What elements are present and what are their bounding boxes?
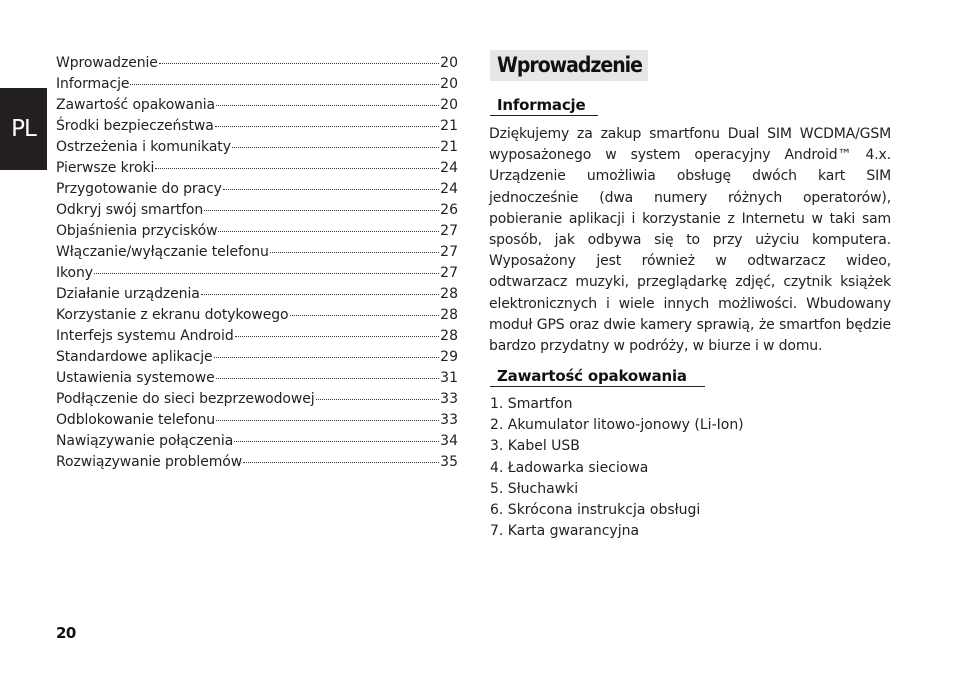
toc-leader-dots: [94, 269, 439, 274]
toc-leader-dots: [201, 290, 439, 295]
toc-leader-dots: [216, 374, 440, 379]
toc-leader-dots: [155, 164, 439, 169]
toc-entry[interactable]: [56, 389, 458, 410]
toc-entry[interactable]: [56, 431, 458, 452]
toc-entry-page: 20: [440, 76, 458, 92]
toc-leader-dots: [215, 122, 439, 127]
toc-entry[interactable]: [56, 53, 458, 74]
toc-entry[interactable]: [56, 179, 458, 200]
toc-entry-title: Włączanie/wyłączanie telefonu: [56, 244, 269, 260]
toc-entry-title: Ostrzeżenia i komunikaty: [56, 139, 231, 155]
toc-entry-page: 28: [440, 286, 458, 302]
toc-entry-page: 20: [440, 97, 458, 113]
toc-entry[interactable]: [56, 263, 458, 284]
toc-entry[interactable]: [56, 410, 458, 431]
toc-entry-title: Standardowe aplikacje: [56, 349, 213, 365]
toc-entry[interactable]: [56, 74, 458, 95]
toc-leader-dots: [290, 311, 440, 316]
toc-leader-dots: [232, 143, 439, 148]
contents-item: 3. Kabel USB: [490, 438, 580, 455]
toc-entry-page: 33: [440, 391, 458, 407]
contents-item: 4. Ładowarka sieciowa: [490, 459, 649, 476]
toc-entry[interactable]: [56, 137, 458, 158]
toc-entry-title: Objaśnienia przycisków: [56, 223, 218, 239]
toc-entry-title: Nawiązywanie połączenia: [56, 433, 234, 449]
language-tab: PL: [0, 88, 47, 170]
toc-entry-title: Interfejs systemu Android: [56, 328, 234, 344]
toc-entry-page: 33: [440, 412, 458, 428]
toc-leader-dots: [235, 332, 440, 337]
toc-leader-dots: [204, 206, 439, 211]
toc-leader-dots: [270, 248, 439, 253]
toc-entry[interactable]: [56, 452, 458, 473]
toc-entry-page: 27: [440, 223, 458, 239]
contents-item: 5. Słuchawki: [490, 480, 579, 497]
toc-entry-page: 35: [440, 454, 458, 470]
toc-leader-dots: [316, 395, 440, 400]
toc-entry[interactable]: [56, 326, 458, 347]
toc-leader-dots: [223, 185, 439, 190]
toc-entry[interactable]: [56, 95, 458, 116]
section-heading: Wprowadzenie: [490, 50, 648, 81]
toc-entry-page: 31: [440, 370, 458, 386]
toc-entry-title: Wprowadzenie: [56, 55, 158, 71]
table-of-contents: [56, 53, 458, 473]
info-paragraph: Dziękujemy za zakup smartfonu Dual SIM WCDMA/GSM wyposażonego w system operacyjny Android™ 4.x. Urządzenie umożliwia obsługę dwóch kart SIM jednocześnie (dwa numery różnych operatorów), pobieranie aplikacji i korzystanie z Internetu w taki sam sposób, jak odbywa się to przy użyciu komputera. Wyposażony jest również w odtwarzacz wideo, odtwarzacz muzyki, przeglądarkę zdjęć, czytnik książek elektronicznych i wiele innych możliwości. Wbudowany moduł GPS oraz dwie kamery sprawią, że smartfon będzie bardzo przydatny w podróży, w biurze i w domu.: [489, 126, 891, 355]
toc-entry[interactable]: [56, 200, 458, 221]
toc-entry-page: 28: [440, 307, 458, 323]
toc-entry-page: 27: [440, 265, 458, 281]
info-heading: Informacje: [490, 96, 598, 116]
toc-entry-title: Działanie urządzenia: [56, 286, 200, 302]
toc-entry-title: Korzystanie z ekranu dotykowego: [56, 307, 289, 323]
toc-leader-dots: [218, 227, 439, 232]
toc-entry-page: 26: [440, 202, 458, 218]
package-contents-list: [490, 394, 892, 542]
toc-entry-title: Ustawienia systemowe: [56, 370, 215, 386]
toc-entry-title: Ikony: [56, 265, 93, 281]
toc-leader-dots: [130, 80, 439, 85]
toc-entry[interactable]: [56, 158, 458, 179]
toc-leader-dots: [216, 416, 439, 421]
toc-leader-dots: [214, 353, 440, 358]
toc-leader-dots: [243, 458, 439, 463]
toc-entry-page: 20: [440, 55, 458, 71]
contents-heading: Zawartość opakowania: [490, 367, 705, 387]
toc-entry-title: Rozwiązywanie problemów: [56, 454, 243, 470]
toc-entry-page: 29: [440, 349, 458, 365]
toc-entry[interactable]: [56, 368, 458, 389]
toc-entry-page: 24: [440, 160, 458, 176]
toc-entry-title: Podłączenie do sieci bezprzewodowej: [56, 391, 315, 407]
toc-entry-page: 28: [440, 328, 458, 344]
toc-entry-page: 21: [440, 139, 458, 155]
toc-entry-title: Informacje: [56, 76, 130, 92]
toc-entry[interactable]: [56, 305, 458, 326]
page-number: 20: [56, 624, 76, 642]
toc-entry-page: 21: [440, 118, 458, 134]
toc-entry-title: Pierwsze kroki: [56, 160, 155, 176]
toc-entry-title: Odblokowanie telefonu: [56, 412, 216, 428]
toc-entry[interactable]: [56, 347, 458, 368]
contents-item: 6. Skrócona instrukcja obsługi: [490, 501, 701, 518]
toc-entry-page: 24: [440, 181, 458, 197]
toc-entry[interactable]: [56, 284, 458, 305]
toc-entry-page: 27: [440, 244, 458, 260]
toc-entry-title: Zawartość opakowania: [56, 97, 216, 113]
toc-entry-title: Odkryj swój smartfon: [56, 202, 204, 218]
toc-entry-title: Środki bezpieczeństwa: [56, 118, 214, 134]
toc-leader-dots: [216, 101, 439, 106]
toc-entry[interactable]: [56, 116, 458, 137]
contents-item: 2. Akumulator litowo-jonowy (Li-Ion): [490, 417, 744, 434]
toc-entry[interactable]: [56, 242, 458, 263]
contents-item: 7. Karta gwarancyjna: [490, 523, 640, 540]
toc-leader-dots: [159, 59, 439, 64]
toc-entry-page: 34: [440, 433, 458, 449]
contents-item: 1. Smartfon: [490, 396, 573, 412]
toc-leader-dots: [234, 437, 439, 442]
toc-entry-title: Przygotowanie do pracy: [56, 181, 222, 197]
toc-entry[interactable]: [56, 221, 458, 242]
